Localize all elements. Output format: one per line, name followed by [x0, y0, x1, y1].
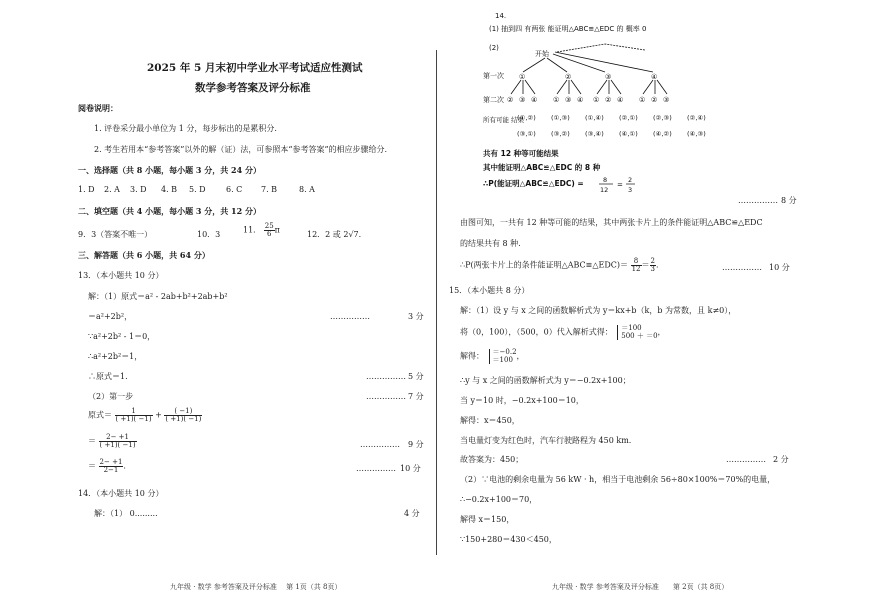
- comma: ，: [516, 351, 525, 361]
- fraction-denominator: 2−1: [103, 466, 119, 474]
- result: (③,①): [517, 130, 536, 138]
- score-leader: ……………: [722, 263, 762, 272]
- equation-2: 500 ＋ ＝0: [621, 331, 658, 340]
- result: (④,②): [653, 130, 672, 138]
- fraction: [115, 408, 153, 423]
- q14-text-1: 由图可知，一共有 12 种等可能的结果，其中两张卡片上的条件能证明△ABC≌△EDC: [460, 218, 763, 227]
- hand-conclusion-2: 其中能证明△ABC≌△EDC 的 8 种: [483, 163, 601, 172]
- page-subtitle: 数学参考答案及评分标准: [195, 82, 311, 94]
- fill-11-label: 11．: [243, 225, 262, 235]
- fill-11-denominator: 6: [266, 230, 272, 238]
- score-leader: ……………: [360, 440, 400, 449]
- hand-frac-numerator: 8: [603, 176, 608, 184]
- plus-sign: +: [155, 410, 162, 420]
- q14-text-2: 的结果共有 8 种.: [460, 239, 521, 248]
- result: (②,④): [687, 114, 706, 122]
- section-fill-heading: 二、填空题（共 4 小题，每小题 3 分，共 12 分）: [78, 206, 261, 216]
- fill-11-fraction: [264, 223, 275, 238]
- fraction: [631, 258, 642, 273]
- node-second: ①: [593, 96, 600, 104]
- equation-system: [489, 349, 517, 364]
- page-divider: [436, 50, 437, 555]
- section-choice-heading: 一、选择题（共 8 小题，每小题 3 分，共 24 分）: [78, 165, 261, 175]
- footer-page-1: 九年级 · 数学 参考答案及评分标准 第 1页（共 8页）: [170, 583, 342, 591]
- hand-conclusion-3: ∴P(能证明△ABC≌△EDC) =: [483, 179, 584, 188]
- q14-probability: [460, 258, 659, 273]
- q13-heading: 13．（本小题共 10 分）: [78, 271, 164, 280]
- hand-frac-denominator: 3: [628, 186, 633, 194]
- fill-11: [243, 223, 280, 238]
- equation-system: [617, 325, 657, 340]
- fill-11-pi: π: [274, 225, 280, 235]
- result: (①,③): [551, 114, 570, 122]
- q15-line-5: 当 y＝10 时，−0.2x+100＝10，: [460, 396, 584, 405]
- choice-3: 3. D: [130, 185, 147, 194]
- hand-start: 开始: [535, 50, 549, 58]
- score-leader: ……………: [366, 392, 406, 401]
- node-first-3: ③: [605, 73, 612, 81]
- q13-line-6: （2）第一步: [88, 392, 134, 401]
- fraction-denominator: 3: [650, 265, 655, 273]
- fill-10: 10．3: [197, 230, 221, 239]
- instruction-2: 2. 考生若用本“参考答案”以外的解（证）法，可参照本“参考答案”的相应步骤给分.: [94, 145, 388, 154]
- hand-conclusion-1: 共有 12 种等可能结果: [483, 149, 559, 158]
- choice-6: 6. C: [226, 185, 243, 194]
- choice-8: 8. A: [299, 185, 315, 194]
- fraction-numerator: 2− +1: [99, 434, 137, 442]
- q15-line-2: [460, 325, 666, 340]
- q13-line-1: 解：（1）原式＝a² - 2ab+b²+2ab+b²: [88, 292, 228, 301]
- result: (③,④): [585, 130, 604, 138]
- fill-9: 9．3（答案不唯一）: [78, 230, 153, 239]
- node-second: ③: [519, 96, 526, 104]
- fraction-numerator: 8: [631, 258, 642, 266]
- choice-5: 5. D: [189, 185, 206, 194]
- score-leader: ……………: [738, 196, 778, 205]
- fraction: [99, 459, 124, 474]
- period: .: [123, 461, 126, 471]
- fraction: [164, 408, 202, 423]
- instructions-heading: 阅卷说明：: [78, 103, 118, 113]
- node-second: ①: [639, 96, 646, 104]
- score-5: 5 分: [408, 372, 424, 381]
- hand-answer-1: (1) 抽到四 有两张 能证明△ABC≌△EDC 的 概率 0: [489, 25, 647, 33]
- q15-line-7: 当电量灯变为红色时，汽车行驶路程为 450 km.: [460, 436, 632, 445]
- hand-frac-denominator: 12: [600, 186, 609, 194]
- node-second: ④: [531, 96, 538, 104]
- result: (①,④): [585, 114, 604, 122]
- q13-line-8: [88, 434, 137, 449]
- node-second: ④: [577, 96, 584, 104]
- instruction-1: 1. 评卷采分最小单位为 1 分，每步标出的是累积分.: [94, 124, 277, 133]
- score-10: 10 分: [769, 263, 790, 272]
- hand-answer-2-label: (2): [489, 44, 499, 52]
- node-first-1: ①: [519, 73, 526, 81]
- result: (④,①): [619, 130, 638, 138]
- choice-7: 7. B: [261, 185, 278, 194]
- section-solution-heading: 三、解答题（共 6 小题，共 64 分）: [78, 250, 210, 260]
- q15-line-3: [460, 349, 525, 364]
- q15-line-6: 解得：x＝450，: [460, 416, 520, 425]
- node-second: ④: [617, 96, 624, 104]
- equation-1: ＝−0.2: [492, 348, 517, 356]
- fraction-denominator: 12: [631, 265, 641, 273]
- hand-frac-numerator: 2: [628, 176, 633, 184]
- fraction-denominator: ( +1)( −1): [99, 441, 136, 449]
- comma: ，: [657, 327, 666, 337]
- choice-2: 2. A: [104, 185, 120, 194]
- fraction: [99, 434, 137, 449]
- score-4: 4 分: [404, 509, 420, 518]
- node-first-2: ②: [565, 73, 572, 81]
- footer-page-2: 九年级 · 数学 参考答案及评分标准 第 2页（共 8页）: [552, 583, 729, 591]
- score-leader: ……………: [330, 312, 370, 321]
- hand-all-results: 所有可能 结果: [483, 116, 525, 124]
- q15-line-10: ∴−0.2x+100＝70，: [460, 495, 538, 504]
- score-7: 7 分: [408, 392, 424, 401]
- hand-first-draw: 第一次: [483, 72, 504, 80]
- q15-line-9: （2）∵电池的剩余电量为 56 kW · h，相当于电池剩余 56÷80×100%＝70%的电量，: [460, 475, 776, 484]
- fill-11-numerator: 25: [264, 222, 274, 230]
- q13-line-2: ＝a²+2b²，: [88, 312, 133, 321]
- q13-line-7: [88, 408, 202, 423]
- q15-heading: 15．（本小题共 8 分）: [449, 286, 530, 295]
- score-leader: ……………: [726, 455, 766, 464]
- node-second: ②: [507, 96, 514, 104]
- q15-line-11: 解得 x＝150，: [460, 515, 515, 524]
- result: (④,③): [687, 130, 706, 138]
- q15-line-3-text: 解得：: [460, 351, 484, 361]
- period: .: [655, 260, 659, 270]
- equals-sign: ＝: [641, 260, 650, 270]
- fraction-denominator: ( +1)( −1): [115, 415, 152, 423]
- node-second: ③: [663, 96, 670, 104]
- choice-1: 1. D: [78, 185, 95, 194]
- score-2: 2 分: [773, 455, 789, 464]
- page-title: 2025 年 5 月末初中学业水平考试适应性测试: [147, 62, 363, 74]
- result: (①,②): [517, 114, 536, 122]
- score-8: 8 分: [781, 196, 797, 205]
- hand-question-number: 14.: [495, 12, 507, 20]
- q14-heading: 14．（本小题共 10 分）: [78, 489, 164, 498]
- node-second: ①: [553, 96, 560, 104]
- q13-line-7-prefix: 原式＝: [88, 410, 112, 420]
- score-leader: ……………: [366, 372, 406, 381]
- equals-sign: ＝: [88, 461, 96, 471]
- result: (②,①): [619, 114, 638, 122]
- node-second: ②: [651, 96, 658, 104]
- equation-2: ＝100: [492, 355, 513, 364]
- equals-sign: ＝: [88, 436, 96, 446]
- q15-line-12: ∵150+280＝430＜450，: [460, 535, 557, 544]
- equation-1: ＝100: [621, 324, 642, 332]
- score-9: 9 分: [408, 440, 424, 449]
- fraction-numerator: ( −1): [164, 408, 202, 416]
- score-leader: ……………: [356, 464, 396, 473]
- q13-line-9: [88, 459, 126, 474]
- fraction-denominator: ( +1)( −1): [165, 415, 202, 423]
- score-3: 3 分: [408, 312, 424, 321]
- handwritten-tree-diagram: [475, 10, 755, 200]
- choice-4: 4. B: [161, 185, 178, 194]
- result: (③,②): [551, 130, 570, 138]
- fraction-numerator: 1: [115, 408, 153, 416]
- q15-line-2-text: 将（0，100），（500，0）代入解析式得：: [460, 327, 613, 337]
- score-10: 10 分: [400, 464, 421, 473]
- q15-line-4: ∴y 与 x 之间的函数解析式为 y＝−0.2x+100；: [460, 376, 631, 385]
- q13-line-3: ∵a²+2b² - 1＝0，: [88, 332, 156, 341]
- probability-prefix: ∴P(两张卡片上的条件能证明△ABC≌△EDC)＝: [460, 260, 629, 270]
- node-second: ②: [605, 96, 612, 104]
- fill-12: 12．2 或 2√7.: [307, 230, 362, 239]
- hand-second-draw: 第二次: [483, 96, 504, 104]
- node-first-4: ④: [651, 73, 658, 81]
- fraction-numerator: 2− +1: [99, 458, 123, 466]
- q13-line-4: ∴a²+2b²＝1，: [88, 352, 143, 361]
- q14-line-1: 解：（1） 0.........: [94, 509, 158, 518]
- fraction-numerator: 2: [650, 257, 655, 265]
- result: (②,③): [653, 114, 672, 122]
- node-second: ③: [565, 96, 572, 104]
- q15-line-8: 故答案为：450；: [460, 455, 524, 464]
- hand-equals: =: [617, 181, 623, 189]
- q15-line-1: 解：（1）设 y 与 x 之间的函数解析式为 y＝kx+b（k，b 为常数，且 k≠0），: [460, 306, 737, 315]
- q13-line-5: ∴原式＝1.: [88, 372, 128, 381]
